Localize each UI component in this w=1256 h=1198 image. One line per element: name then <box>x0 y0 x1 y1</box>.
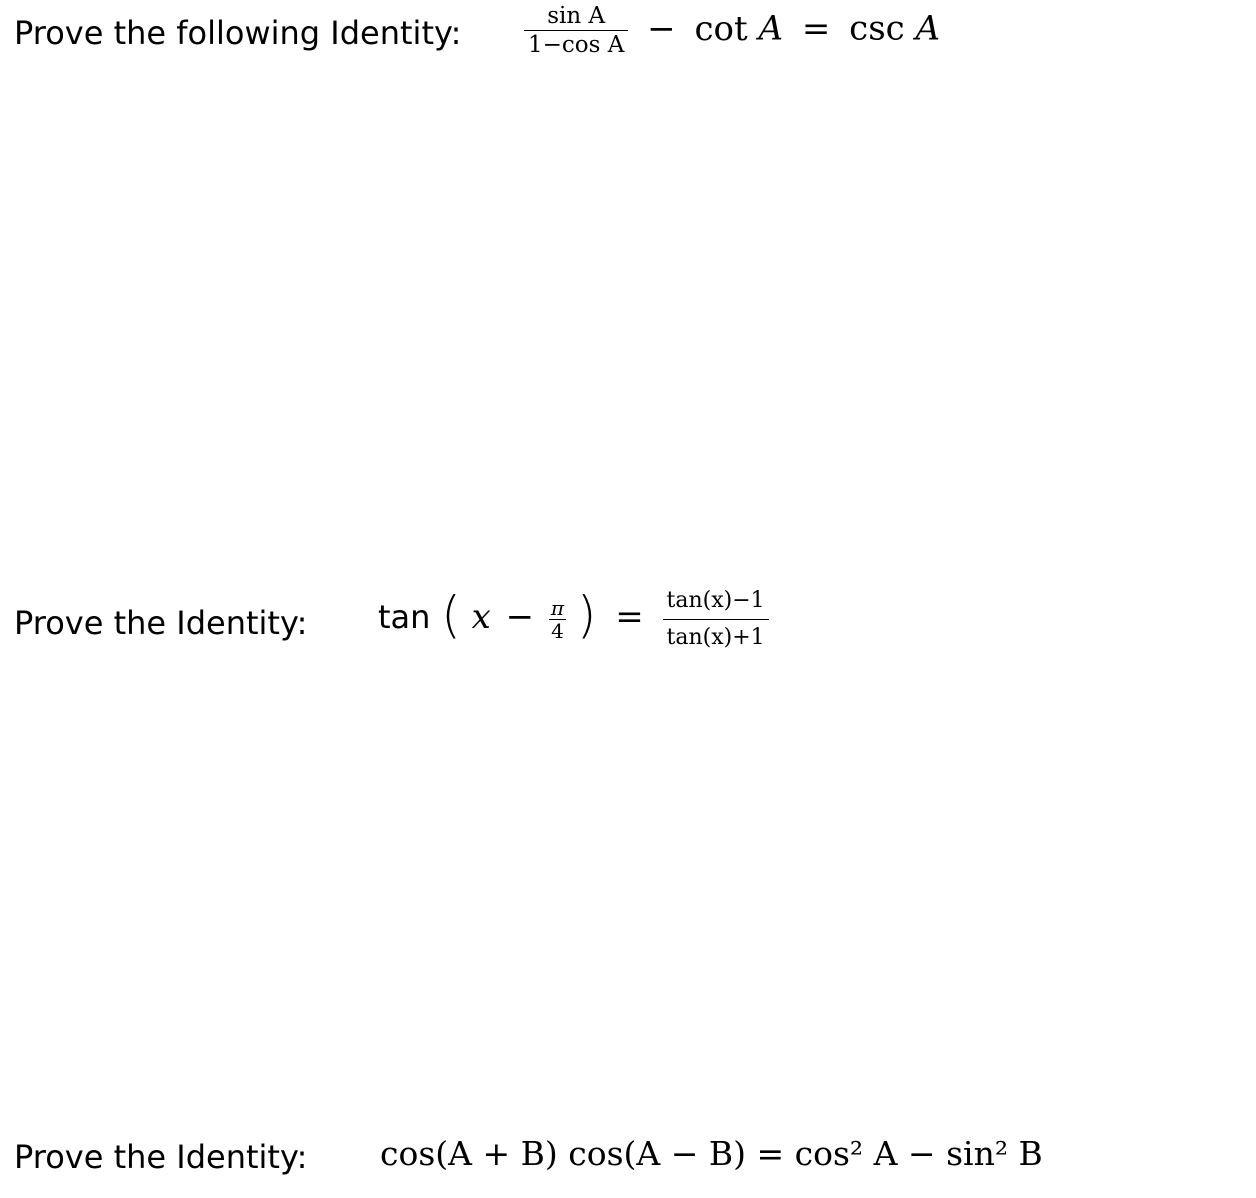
fraction-denominator <box>524 31 628 59</box>
problem-1-label: Prove the following Identity: <box>14 14 462 52</box>
variable-x: x <box>471 597 491 637</box>
problem-3-label: Prove the Identity: <box>14 1138 308 1176</box>
problem-1-equation <box>524 2 940 59</box>
minus-sign: − <box>505 597 535 637</box>
equals-sign: = <box>801 8 831 49</box>
cot-function: cot <box>694 8 748 49</box>
equals-sign: = <box>615 597 644 637</box>
tan-function: tan <box>378 598 431 636</box>
rhs-denominator: tan(x)+1 <box>666 624 765 650</box>
close-paren: ) <box>576 586 597 644</box>
problem-2 <box>14 586 1214 650</box>
variable-a: A <box>758 8 784 49</box>
rhs-fraction <box>663 583 769 656</box>
fraction-numerator <box>524 2 628 30</box>
problem-3 <box>14 1128 1214 1188</box>
numerator-text: sin A <box>547 3 606 29</box>
rhs-numerator: tan(x)−1 <box>666 587 765 613</box>
problem-1 <box>14 3 1214 68</box>
variable-a: A <box>915 8 941 49</box>
csc-function: csc <box>849 8 905 49</box>
problem-3-equation: cos(A + B) cos(A − B) = cos² A − sin² B <box>380 1134 1043 1173</box>
pi-numerator: π <box>550 595 565 620</box>
open-paren: ( <box>441 586 461 644</box>
problem-1-fraction <box>524 2 628 59</box>
problem-2-label: Prove the Identity: <box>14 604 308 642</box>
pi-over-four <box>549 597 566 642</box>
denominator-text: 1−cos A <box>528 32 625 58</box>
four-denominator: 4 <box>551 618 564 643</box>
problem-2-equation <box>378 582 769 656</box>
minus-sign: − <box>647 8 676 49</box>
